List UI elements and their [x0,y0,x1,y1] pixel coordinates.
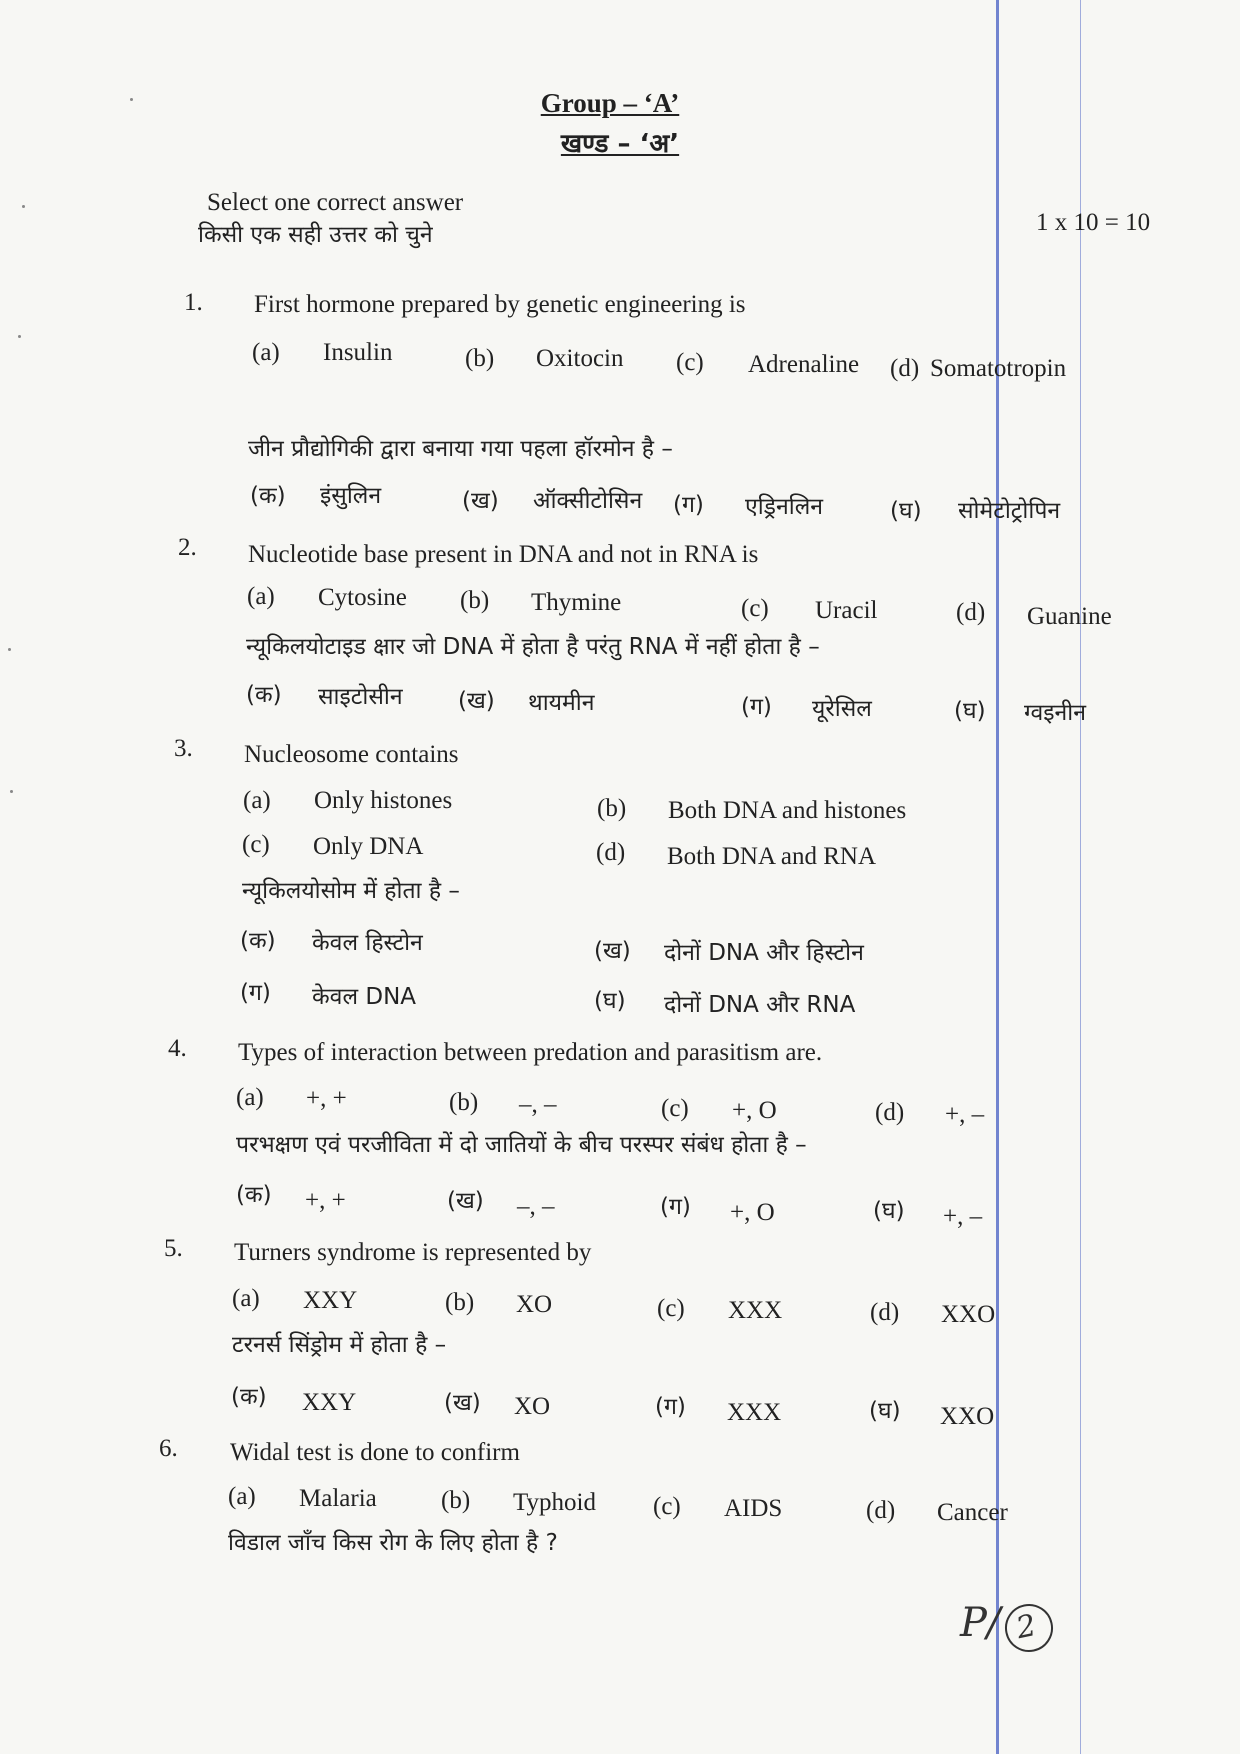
option-label: (ग) [673,492,704,518]
option-label: (c) [741,595,769,622]
option-text: XXX [727,1399,782,1426]
option-text: Oxitocin [536,345,624,372]
option-label: (ग) [240,980,271,1006]
option-label: (क) [250,483,286,509]
option-label: (d) [890,355,920,382]
option-text: XXO [940,1403,995,1430]
option-text: Typhoid [513,1489,596,1516]
option-label: (d) [870,1299,900,1326]
scan-speck [8,648,11,651]
option-text: Both DNA and histones [668,797,907,824]
option-label: (ख) [458,688,495,714]
option-text: Cancer [937,1499,1008,1526]
option-label: (क) [240,928,276,954]
question-text-hi: परभक्षण एवं परजीविता में दो जातियों के बीच परस्पर संबंध होता है – [236,1132,807,1158]
option-text: Adrenaline [748,351,860,378]
question-text-hi: विडाल जाँच किस रोग के लिए होता है ? [228,1530,558,1556]
option-label: (ख) [462,488,499,514]
option-text: केवल हिस्टोन [312,930,423,956]
option-label: (c) [242,831,270,858]
option-label: (घ) [954,698,986,724]
option-text: ग्वइनीन [1024,700,1087,726]
option-text: XO [514,1393,551,1420]
option-text: Cytosine [318,584,407,611]
option-text: XO [516,1291,553,1318]
question-text-hi: जीन प्रौद्योगिकी द्वारा बनाया गया पहला हॉरमोन है – [248,436,673,462]
option-label: (a) [228,1483,256,1510]
option-label: (घ) [869,1398,901,1424]
option-text: केवल DNA [312,984,417,1010]
option-text: एड्रिनलिन [745,494,824,520]
option-text: Uracil [815,597,878,624]
option-text: ऑक्सीटोसिन [533,488,643,514]
question-text-hi: न्यूकिलयोटाइड क्षार जो DNA में होता है परंतु RNA में नहीं होता है – [246,634,820,660]
option-label: (b) [441,1487,471,1514]
option-text: –, – [517,1193,555,1220]
option-label: (घ) [594,988,626,1014]
question-number: 3. [174,735,193,762]
option-label: (a) [236,1084,264,1111]
page-number-circle [1001,1600,1058,1657]
option-label: (a) [252,339,280,366]
option-text: XXY [303,1287,358,1314]
scan-speck [18,335,21,338]
option-label: (क) [246,682,282,708]
question-text-hi: न्यूकिलयोसोम में होता है – [242,878,460,904]
option-label: (ग) [741,694,772,720]
option-text: Thymine [531,589,622,616]
option-text: इंसुलिन [320,483,382,509]
group-title-hi: खण्ड – ‘अ’ [560,129,680,159]
option-text: थायमीन [528,690,595,716]
option-label: (ग) [660,1194,691,1220]
option-text: XXX [728,1297,783,1324]
option-text: +, O [732,1097,777,1124]
question-text-en: Nucleotide base present in DNA and not in RNA is [248,541,759,568]
option-label: (c) [653,1493,681,1520]
option-text: AIDS [724,1495,783,1522]
option-label: (d) [596,839,626,866]
option-label: (d) [956,599,986,626]
option-text: दोनों DNA और RNA [664,992,856,1018]
instruction-hi: किसी एक सही उत्तर को चुने [198,222,433,248]
option-label: (c) [661,1095,689,1122]
option-label: (a) [232,1285,260,1312]
option-text: +, + [306,1085,347,1112]
option-label: (ग) [655,1394,686,1420]
option-label: (ख) [447,1188,484,1214]
option-label: (b) [465,345,495,372]
group-title-en: Group – ‘A’ [540,88,680,118]
option-text: XXY [302,1389,357,1416]
question-text-hi: टरनर्स सिंड्रोम में होता है – [232,1332,447,1358]
option-label: (c) [657,1295,685,1322]
option-text: Guanine [1027,603,1112,630]
option-text: Only DNA [313,833,424,860]
option-label: (क) [231,1384,267,1410]
option-text: साइटोसीन [318,684,403,710]
scan-line [996,0,999,1754]
option-label: (b) [460,587,490,614]
option-label: (a) [247,583,275,610]
question-text-en: Turners syndrome is represented by [234,1239,592,1266]
option-text: Somatotropin [930,355,1067,382]
question-text-en: First hormone prepared by genetic engineering is [254,291,746,318]
option-text: +, – [943,1203,983,1230]
question-text-en: Nucleosome contains [244,741,459,768]
question-text-en: Widal test is done to confirm [230,1439,520,1466]
question-number: 2. [178,534,197,561]
option-label: (ख) [594,938,631,964]
marks-scheme: 1 x 10 = 10 [1036,209,1151,236]
option-label: (b) [445,1289,475,1316]
option-label: (घ) [873,1198,905,1224]
option-text: Only histones [314,787,453,814]
option-text: यूरेसिल [812,696,872,722]
option-label: (क) [236,1182,272,1208]
page-number: 2 [1013,1607,1040,1647]
question-number: 5. [164,1235,183,1262]
page-mark: P/ [960,1600,1001,1646]
scan-line [1080,0,1081,1754]
option-text: सोमेटोट्रोपिन [958,498,1061,524]
question-number: 6. [159,1435,178,1462]
scan-speck [22,205,25,208]
option-text: XXO [941,1301,996,1328]
option-text: Insulin [323,339,393,366]
option-label: (ख) [444,1390,481,1416]
option-text: दोनों DNA और हिस्टोन [664,940,864,966]
option-text: Malaria [299,1485,377,1512]
option-label: (d) [866,1497,896,1524]
option-text: –, – [519,1091,557,1118]
option-label: (d) [875,1099,905,1126]
option-label: (a) [243,787,271,814]
option-text: +, – [945,1101,985,1128]
option-text: +, + [305,1187,346,1214]
option-text: +, O [730,1199,775,1226]
instruction-en: Select one correct answer [207,189,464,216]
option-text: Both DNA and RNA [667,843,877,870]
option-label: (c) [676,349,704,376]
option-label: (b) [449,1089,479,1116]
option-label: (घ) [890,498,922,524]
scan-speck [10,790,13,793]
option-label: (b) [597,795,627,822]
question-number: 4. [168,1035,187,1062]
question-number: 1. [184,289,203,316]
question-text-en: Types of interaction between predation and parasitism are. [238,1039,823,1066]
